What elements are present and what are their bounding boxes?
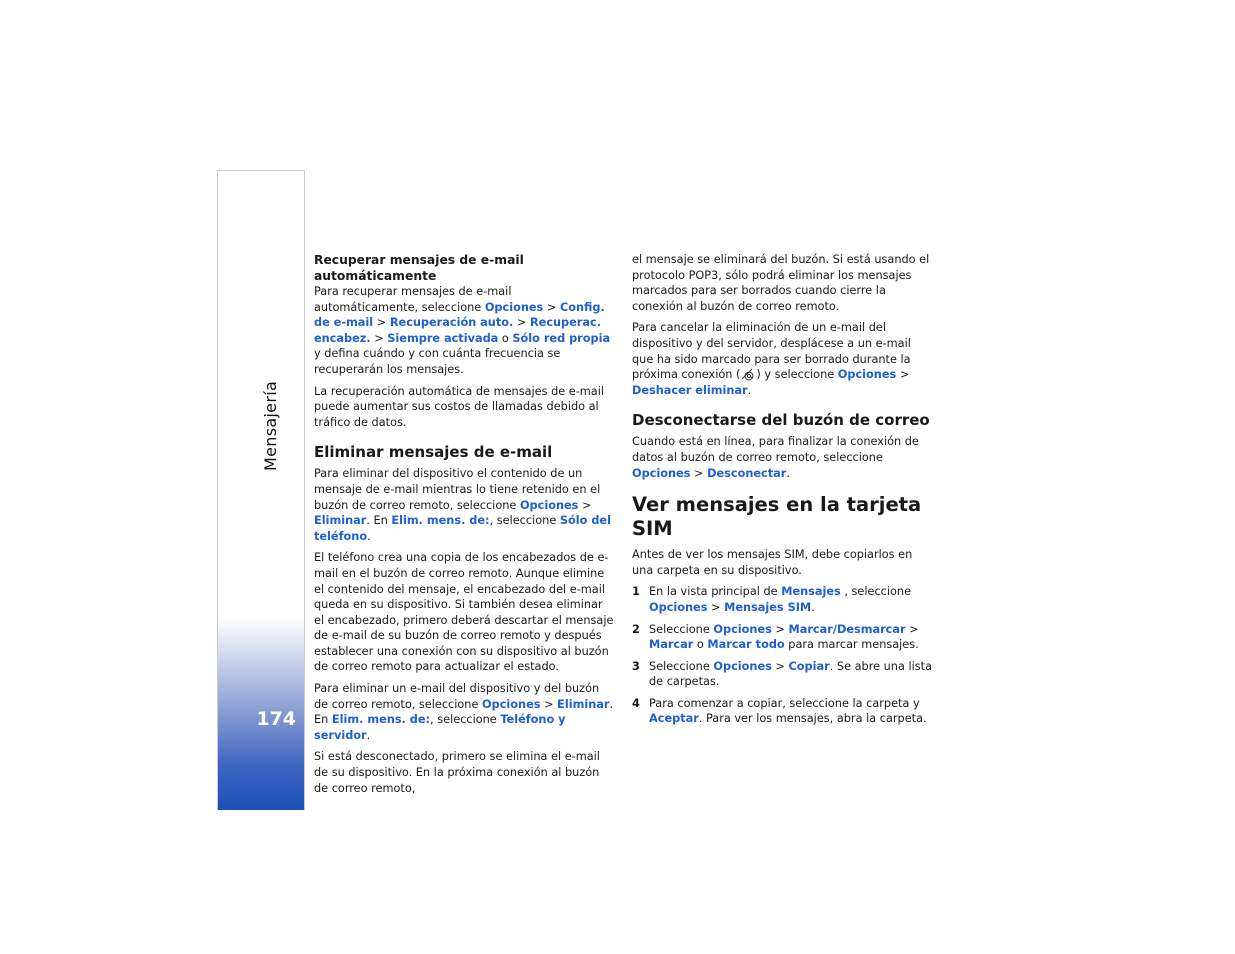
link-eliminar: Eliminar [557,697,610,711]
paragraph-desconectar: Cuando está en línea, para finalizar la conexión de datos al buzón de correo remoto, seleccione Opciones > Desconectar. [632,435,919,480]
sidebar-tab [217,170,305,810]
link-opciones: Opciones [837,368,897,382]
link-marcar-desmarcar: Marcar/Desmarcar [788,622,906,636]
link-mensajes-sim: Mensajes SIM [724,600,812,614]
link-opciones: Opciones [713,659,772,673]
paragraph-desconectado: Si está desconectado, primero se elimina el e-mail de su dispositivo. En la próxima conexión al buzón de correo remoto, [314,750,600,795]
steps-list [632,584,934,727]
paragraph-recuperar: Para recuperar mensajes de e-mail automáticamente, seleccione Opciones > Config. de e-mail > Recuperación auto. > Recuperac. encabez. > Siempre activada o Sólo red propia y defina cuándo y con cuánta frecuencia se recuperarán los mensajes. [314,285,611,376]
list-item: 3 Seleccione Opciones > Copiar. Se abre una lista de carpetas. [632,659,932,689]
link-opciones: Opciones [519,498,579,512]
link-telefono-y-servidor: Teléfono y servidor [314,713,566,742]
paragraph-encabezados: El teléfono crea una copia de los encabezados de e-mail en el buzón de correo remoto. Aunque elimine el contenido del mensaje, el encabezado del e-mail queda en su dispositivo. Si también desea eliminar el encabezado, primero deberá descartar el mensaje de e-mail de su buzón de correo remoto y después establecer una conexión con su dispositivo al buzón de correo remoto para actualizar el estado. [314,551,614,674]
step-number: 2 [632,622,640,636]
link-siempre-activada: Siempre activada [387,331,499,345]
link-opciones: Opciones [713,622,772,636]
link-aceptar: Aceptar [649,712,699,726]
link-mensajes: Mensajes [781,585,841,599]
link-solo-red-propia: Sólo red propia [512,331,611,345]
section-title: Mensajería [261,380,280,471]
link-solo-del-telefono: Sólo del teléfono [314,514,611,543]
list-item: 1 En la vista principal de Mensajes , seleccione Opciones > Mensajes SIM. [632,585,912,614]
link-recuperac-encabez: Recuperac. encabez. [314,316,601,345]
link-elim-mens-de: Elim. mens. de: [391,514,490,528]
mail-delete-icon [740,367,756,381]
right-column [632,252,934,733]
heading-desconectar: Desconectarse del buzón de correo [632,411,930,430]
list-item: 4 Para comenzar a copiar, seleccione la carpeta y Aceptar. Para ver los mensajes, abra la carpeta. [632,696,927,726]
page-number: 174 [256,708,296,730]
link-desconectar: Desconectar [707,466,787,480]
link-copiar: Copiar [788,659,830,673]
list-item: 2 Seleccione Opciones > Marcar/Desmarcar > Marcar o Marcar todo para marcar mensajes. [632,622,919,652]
link-eliminar: Eliminar [314,514,367,528]
link-marcar-todo: Marcar todo [707,638,785,652]
link-opciones: Opciones [632,466,691,480]
link-recuperacion-auto: Recuperación auto. [389,316,514,330]
step-number: 3 [632,659,640,673]
paragraph-eliminar-servidor: Para eliminar un e-mail del dispositivo y del buzón de correo remoto, seleccione Opciones > Eliminar. En Elim. mens. de:, seleccione Teléfono y servidor. [314,682,614,742]
link-deshacer-eliminar: Deshacer eliminar [632,383,748,397]
step-number: 4 [632,696,640,710]
paragraph-pop3: el mensaje se eliminará del buzón. Si está usando el protocolo POP3, sólo podrá eliminar los mensajes marcados para ser borrados cuando cierre la conexión al buzón de correo remoto. [632,253,930,313]
heading-eliminar: Eliminar mensajes de e-mail [314,443,553,462]
link-opciones: Opciones [484,300,544,314]
paragraph-cancelar-eliminacion: Para cancelar la eliminación de un e-mail del dispositivo y del servidor, desplácese a un e-mail que ha sido marcado para ser borrado durante la próxima conexión ( ) y seleccione Opciones > Deshacer eliminar. [632,321,911,397]
left-column [314,252,616,802]
heading-sim: Ver mensajes en la tarjeta SIM [632,493,922,541]
paragraph-costos: La recuperación automática de mensajes de e-mail puede aumentar sus costos de llamadas debido al tráfico de datos. [314,384,605,429]
link-elim-mens-de: Elim. mens. de: [331,713,431,727]
link-opciones: Opciones [649,600,708,614]
paragraph-sim-intro: Antes de ver los mensajes SIM, debe copiarlos en una carpeta en su dispositivo. [632,548,913,577]
paragraph-eliminar-contenido: Para eliminar del dispositivo el contenido de un mensaje de e-mail mientras lo tiene retenido en el buzón de correo remoto, seleccione Opciones > Eliminar. En Elim. mens. de:, seleccione Sólo del teléfono. [314,467,611,543]
step-number: 1 [632,585,640,599]
link-config-email: Config. de e-mail [314,300,605,330]
heading-recuperar: Recuperar mensajes de e-mail automáticamente [314,253,524,283]
link-opciones: Opciones [482,697,541,711]
link-marcar: Marcar [649,638,694,652]
